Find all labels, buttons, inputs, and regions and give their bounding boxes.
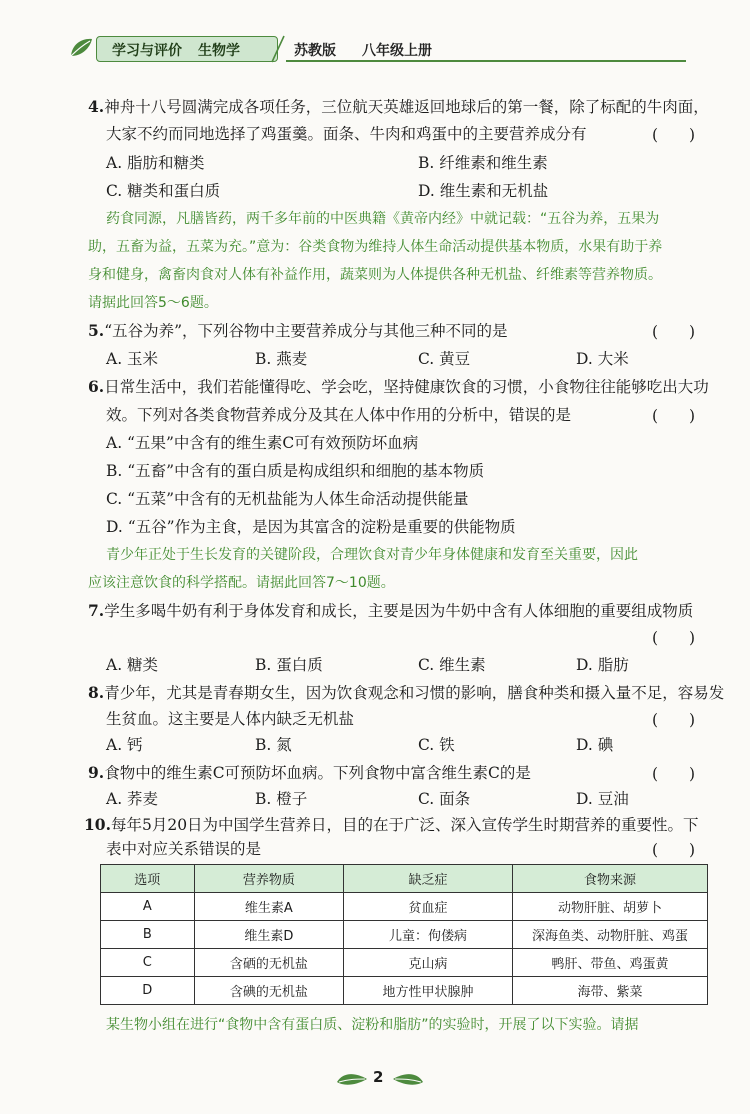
- q8-option-b: B. 氮: [255, 736, 292, 754]
- leaf-logo-icon: [68, 36, 94, 60]
- q7-answer-paren: ( ): [652, 629, 696, 647]
- q9-number: 9.: [88, 763, 105, 782]
- q8-option-a: A. 钙: [106, 736, 143, 754]
- table-cell: 含碘的无机盐: [194, 977, 343, 1005]
- table-cell: 贫血症: [344, 893, 513, 921]
- q9-option-b: B. 橙子: [255, 790, 308, 808]
- page-footer: [335, 1064, 425, 1094]
- table-header-row: [101, 865, 708, 893]
- header-publisher: 苏教版: [294, 43, 336, 59]
- q4-number: 4.: [88, 97, 105, 116]
- header-grade: 八年级上册: [362, 43, 432, 59]
- table-cell: 动物肝脏、胡萝卜: [512, 893, 707, 921]
- table-cell: 深海鱼类、动物肝脏、鸡蛋: [512, 921, 707, 949]
- q6-number: 6.: [88, 377, 105, 396]
- table-cell: B: [101, 921, 195, 949]
- q8-option-c: C. 铁: [418, 736, 455, 754]
- material2-line1: 青少年正处于生长发育的关键阶段，合理饮食对青少年身体健康和发育至关重要，因此: [106, 547, 638, 563]
- q10-answer-paren: ( ): [652, 841, 696, 859]
- q7-option-a: A. 糖类: [106, 656, 159, 674]
- table-cell: 克山病: [344, 949, 513, 977]
- material1-line4: 请据此回答5～6题。: [88, 295, 218, 311]
- q9-stem: 9.食物中的维生素C可预防坏血病。下列食物中富含维生素C的是: [88, 763, 531, 782]
- q4-line2: 大家不约而同地选择了鸡蛋羹。面条、牛肉和鸡蛋中的主要营养成分有: [106, 125, 587, 143]
- table-row: [101, 921, 708, 949]
- material1-line2: 助，五畜为益，五菜为充。”意为：谷类食物为维持人体生命活动提供基本物质，水果有助于养: [88, 239, 663, 255]
- table-cell: 地方性甲状腺肿: [344, 977, 513, 1005]
- header-rule: [286, 60, 686, 62]
- leaf-right-icon: [391, 1070, 425, 1088]
- q6-option-c: C. “五菜”中含有的无机盐能为人体生命活动提供能量: [106, 490, 469, 508]
- q9-option-c: C. 面条: [418, 790, 471, 808]
- q9-option-d: D. 豆油: [576, 790, 629, 808]
- table-header-cell: 缺乏症: [344, 865, 513, 893]
- q10-table: [100, 864, 708, 1005]
- q6-line1: 6.日常生活中，我们若能懂得吃、学会吃，坚持健康饮食的习惯，小食物往往能够吃出大功: [88, 377, 709, 396]
- material1-line3: 身和健身，禽畜肉食对人体有补益作用，蔬菜则为人体提供各种无机盐、纤维素等营养物质。: [88, 267, 662, 283]
- q8-option-d: D. 碘: [576, 736, 614, 754]
- q7-number: 7.: [88, 601, 105, 620]
- q4-option-b: B. 纤维素和维生素: [418, 154, 548, 172]
- table-cell: 维生素A: [194, 893, 343, 921]
- q9-answer-paren: ( ): [652, 765, 696, 783]
- q8-line2: 生贫血。这主要是人体内缺乏无机盐: [106, 710, 355, 728]
- q7-option-d: D. 脂肪: [576, 656, 629, 674]
- q8-number: 8.: [88, 683, 105, 702]
- table-cell: 海带、紫菜: [512, 977, 707, 1005]
- q10-line2: 表中对应关系错误的是: [106, 840, 262, 858]
- table-cell: C: [101, 949, 195, 977]
- q10-line1: 10.每年5月20日为中国学生营养日，目的在于广泛、深入宣传学生时期营养的重要性。下: [84, 815, 699, 834]
- table-cell: 儿童：佝偻病: [344, 921, 513, 949]
- header-series: 学习与评价: [112, 43, 182, 59]
- q6-option-d: D. “五谷”作为主食，是因为其富含的淀粉是重要的供能物质: [106, 518, 516, 536]
- table-header-cell: 选项: [101, 865, 195, 893]
- q8-line1: 8.青少年，尤其是青春期女生，因为饮食观念和习惯的影响，膳食种类和摄入量不足，容易发: [88, 683, 725, 702]
- table-cell: 含硒的无机盐: [194, 949, 343, 977]
- q7-stem: 7.学生多喝牛奶有利于身体发育和成长，主要是因为牛奶中含有人体细胞的重要组成物质: [88, 601, 694, 620]
- q7-option-c: C. 维生素: [418, 656, 486, 674]
- q10-number: 10.: [84, 815, 111, 834]
- table-cell: D: [101, 977, 195, 1005]
- table-cell: 维生素D: [194, 921, 343, 949]
- q5-answer-paren: ( ): [652, 323, 696, 341]
- q5-option-a: A. 玉米: [106, 350, 159, 368]
- q5-option-c: C. 黄豆: [418, 350, 471, 368]
- q4-line1: 4.神舟十八号圆满完成各项任务，三位航天英雄返回地球后的第一餐，除了标配的牛肉面，: [88, 97, 709, 116]
- q5-option-b: B. 燕麦: [255, 350, 308, 368]
- material2-line2: 应该注意饮食的科学搭配。请据此回答7～10题。: [88, 575, 395, 591]
- table-header-cell: 食物来源: [512, 865, 707, 893]
- q6-answer-paren: ( ): [652, 407, 696, 425]
- material1-line1: 药食同源，凡膳皆药，两千多年前的中医典籍《黄帝内经》中就记载：“五谷为养，五果为: [106, 211, 660, 227]
- q4-answer-paren: ( ): [652, 126, 696, 144]
- leaf-left-icon: [335, 1070, 369, 1088]
- q6-line2: 效。下列对各类食物营养成分及其在人体中作用的分析中，错误的是: [106, 406, 572, 424]
- q4-option-d: D. 维生素和无机盐: [418, 182, 549, 200]
- q6-option-a: A. “五果”中含有的维生素C可有效预防坏血病: [106, 434, 419, 452]
- table-row: [101, 893, 708, 921]
- header-subject: 生物学: [198, 43, 240, 59]
- table-header-cell: 营养物质: [194, 865, 343, 893]
- q5-number: 5.: [88, 321, 105, 340]
- q6-option-b: B. “五畜”中含有的蛋白质是构成组织和细胞的基本物质: [106, 462, 485, 480]
- q9-option-a: A. 荞麦: [106, 790, 159, 808]
- header-slash-icon: [268, 34, 288, 64]
- table-cell: 鸭肝、带鱼、鸡蛋黄: [512, 949, 707, 977]
- q4-option-c: C. 糖类和蛋白质: [106, 182, 221, 200]
- q5-stem: 5.“五谷为养”，下列谷物中主要营养成分与其他三种不同的是: [88, 321, 508, 340]
- page-header: [86, 32, 686, 66]
- table-row: [101, 949, 708, 977]
- table-cell: A: [101, 893, 195, 921]
- material3-line1: 某生物小组在进行“食物中含有蛋白质、淀粉和脂肪”的实验时，开展了以下实验。请据: [106, 1017, 639, 1033]
- q8-answer-paren: ( ): [652, 711, 696, 729]
- page-number: 2: [373, 1068, 384, 1086]
- q4-option-a: A. 脂肪和糖类: [106, 154, 205, 172]
- q7-option-b: B. 蛋白质: [255, 656, 323, 674]
- q5-option-d: D. 大米: [576, 350, 629, 368]
- table-row: [101, 977, 708, 1005]
